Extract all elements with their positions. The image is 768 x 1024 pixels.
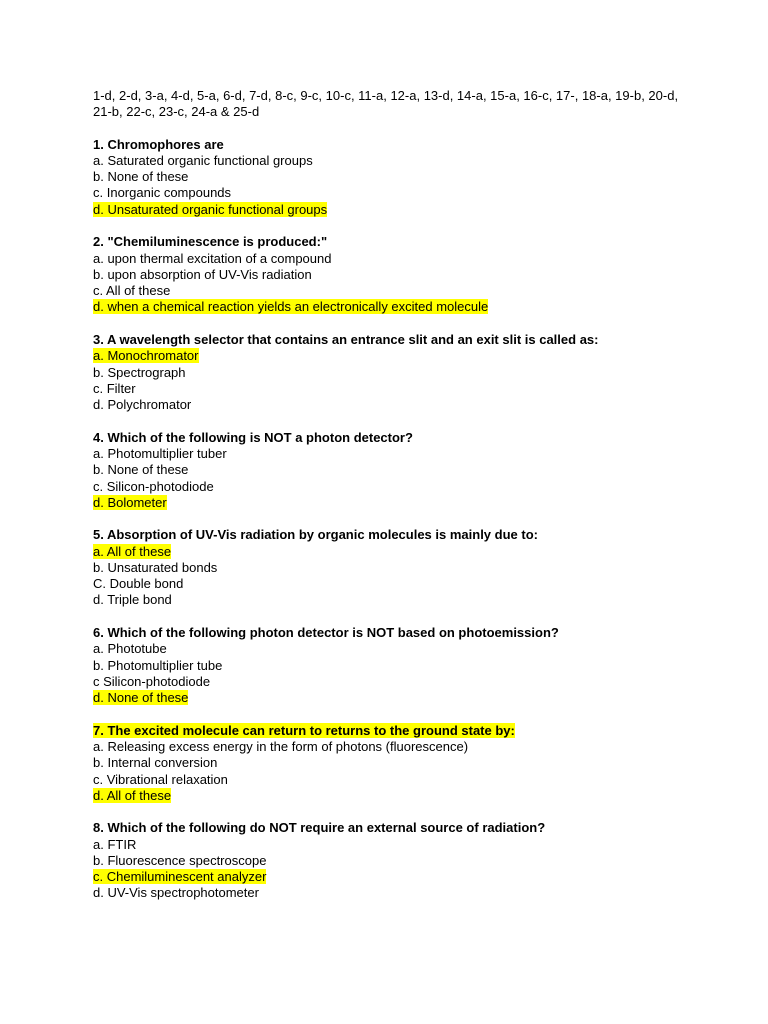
- option-d: d. Polychromator: [93, 397, 192, 413]
- option-c: c. Silicon-photodiode: [93, 478, 214, 494]
- option-c: c Silicon-photodiode: [93, 673, 211, 689]
- option-b: b. upon absorption of UV-Vis radiation: [93, 266, 312, 282]
- question-4: [93, 430, 693, 511]
- option-a: a. upon thermal excitation of a compound: [93, 250, 332, 266]
- option-b: b. Unsaturated bonds: [93, 559, 218, 575]
- question-7: [93, 723, 693, 804]
- question-title: 2. "Chemiluminescence is produced:": [93, 234, 328, 250]
- option-d: d. Triple bond: [93, 592, 172, 608]
- question-title: 1. Chromophores are: [93, 136, 224, 152]
- question-5: [93, 527, 693, 608]
- question-1: [93, 137, 693, 218]
- question-6: [93, 625, 693, 706]
- option-a: a. Saturated organic functional groups: [93, 152, 313, 168]
- option-b: b. Photomultiplier tube: [93, 657, 223, 673]
- option-a: a. Monochromator: [93, 348, 199, 364]
- question-title: 7. The excited molecule can return to returns to the ground state by:: [93, 722, 515, 738]
- option-c: C. Double bond: [93, 576, 184, 592]
- answer-key-line: 21-b, 22-c, 23-c, 24-a & 25-d: [93, 104, 260, 120]
- question-8: [93, 820, 693, 901]
- option-c: c. Filter: [93, 380, 136, 396]
- option-d: d. UV-Vis spectrophotometer: [93, 885, 259, 901]
- option-b: b. Fluorescence spectroscope: [93, 852, 267, 868]
- option-a: a. All of these: [93, 543, 172, 559]
- option-d: d. Unsaturated organic functional groups: [93, 201, 328, 217]
- option-d: d. when a chemical reaction yields an electronically excited molecule: [93, 299, 489, 315]
- answer-key: [93, 88, 693, 121]
- question-title: 3. A wavelength selector that contains an entrance slit and an exit slit is called as:: [93, 331, 599, 347]
- option-a: a. FTIR: [93, 836, 137, 852]
- option-a: a. Releasing excess energy in the form of photons (fluorescence): [93, 738, 469, 754]
- question-2: [93, 234, 693, 315]
- question-title: 6. Which of the following photon detector is NOT based on photoemission?: [93, 624, 559, 640]
- option-d: d. Bolometer: [93, 494, 167, 510]
- option-c: c. Chemiluminescent analyzer: [93, 869, 267, 885]
- option-b: b. None of these: [93, 462, 189, 478]
- option-b: b. None of these: [93, 169, 189, 185]
- question-title: 8. Which of the following do NOT require an external source of radiation?: [93, 820, 546, 836]
- option-b: b. Internal conversion: [93, 755, 218, 771]
- question-title: 5. Absorption of UV-Vis radiation by organic molecules is mainly due to:: [93, 527, 538, 543]
- option-a: a. Phototube: [93, 641, 167, 657]
- option-b: b. Spectrograph: [93, 364, 186, 380]
- option-c: c. Vibrational relaxation: [93, 771, 228, 787]
- option-c: c. Inorganic compounds: [93, 185, 232, 201]
- option-d: d. All of these: [93, 787, 172, 803]
- question-title: 4. Which of the following is NOT a photon detector?: [93, 429, 413, 445]
- question-3: [93, 332, 693, 413]
- document-page: [93, 88, 693, 918]
- answer-key-line: 1-d, 2-d, 3-a, 4-d, 5-a, 6-d, 7-d, 8-c, 9-c, 10-c, 11-a, 12-a, 13-d, 14-a, 15-a, 16-c, 17-, 18-a, 19-b, 20-d,: [93, 88, 679, 103]
- option-d: d. None of these: [93, 690, 189, 706]
- option-a: a. Photomultiplier tuber: [93, 445, 227, 461]
- option-c: c. All of these: [93, 283, 171, 299]
